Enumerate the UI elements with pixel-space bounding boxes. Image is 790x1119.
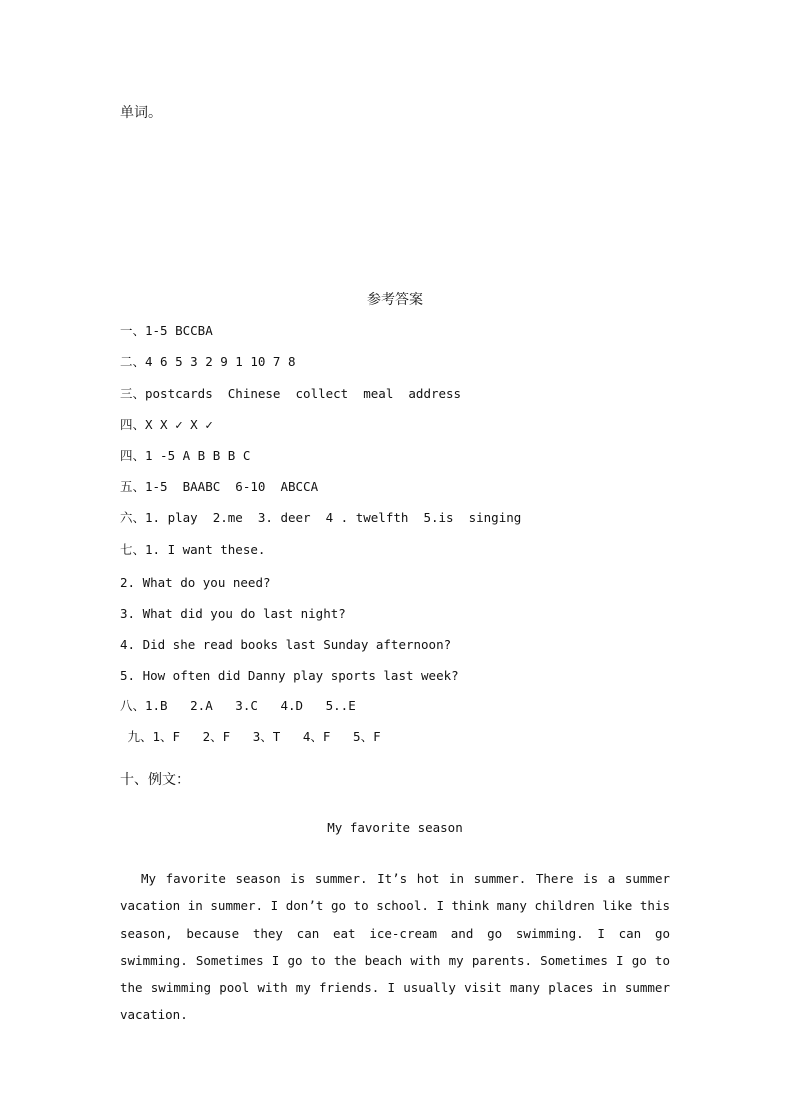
- answer-line-4b: 四、1 -5 A B B B C: [120, 448, 251, 463]
- answer-line-4a: 四、X X ✓ X ✓: [120, 417, 213, 432]
- essay-body: My favorite season is summer. It’s hot in summer. There is a summer vacation in summer. I don’t go to school. I think many children like this season, because they can eat ice-cream and go swimming. I can go swimming. Sometimes I go to the beach with my parents. Sometimes I go to the swimming pool with my friends. I usually visit many places in summer vacation.: [120, 871, 670, 1023]
- answer-line-10: 十、例文：: [120, 772, 190, 788]
- answer-line-7-4: 4. Did she read books last Sunday afternoon?: [120, 637, 452, 652]
- answer-title: 参考答案: [367, 292, 423, 308]
- answer-line-3: 三、postcards Chinese collect meal address: [120, 386, 462, 401]
- essay-title: My favorite season: [327, 820, 463, 835]
- answer-line-8: 八、1.B 2.A 3.C 4.D 5..E: [120, 698, 356, 713]
- answer-line-2: 二、4 6 5 3 2 9 1 10 7 8: [120, 354, 296, 369]
- answer-line-1: 一、1-5 BCCBA: [120, 323, 213, 338]
- top-text: 单词。: [120, 105, 162, 121]
- answer-line-7-5: 5. How often did Danny play sports last week?: [120, 668, 459, 683]
- answer-line-7-2: 2. What do you need?: [120, 575, 271, 590]
- answer-line-5: 五、1-5 BAABC 6-10 ABCCA: [120, 479, 319, 494]
- answer-line-6: 六、1. play 2.me 3. deer 4 . twelfth 5.is singing: [120, 510, 522, 525]
- answer-line-9: 九、1、F 2、F 3、T 4、F 5、F: [120, 729, 381, 744]
- answer-line-7-1: 七、1. I want these.: [120, 542, 266, 557]
- answer-line-7-3: 3. What did you do last night?: [120, 606, 346, 621]
